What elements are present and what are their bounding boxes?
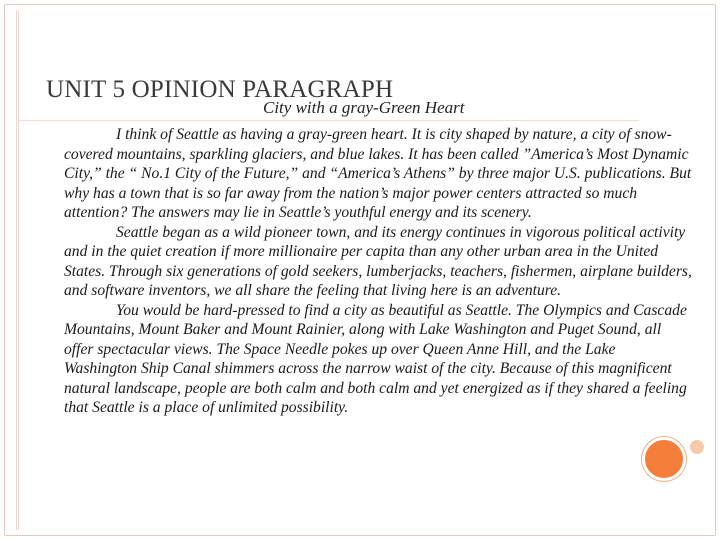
body-text	[64, 125, 692, 418]
small-circle-decoration	[690, 440, 704, 454]
paragraph-1: I think of Seattle as having a gray-green heart. It is city shaped by nature, a city of snow-covered mountains, sparkling glaciers, and blue lakes. It has been called ”America’s Most Dynamic City,” the “ No.1 City of the Future,” and “America’s Athens” by three major U.S. publications. But why has a town that is so far away from the nation’s major power centers attracted so much attention? The answers may lie in Seattle’s youthful energy and its scenery.	[64, 126, 692, 221]
paragraph-3: You would be hard-pressed to find a city as beautiful as Seattle. The Olympics and Cascade Mountains, Mount Baker and Mount Rainier, along with Lake Washington and Puget Sound, all offer spectacular views. The Space Needle pokes up over Queen Anne Hill, and the Lake Washington Ship Canal shimmers across the narrow waist of the city. Because of this magnificent natural landscape, people are both calm and both calm and yet energized as if they shared a feeling that Seattle is a place of unlimited possibility.	[64, 301, 687, 416]
slide-subtitle: City with a gray-Green Heart	[263, 98, 465, 117]
title-divider	[19, 120, 639, 121]
orange-circle-decoration	[642, 437, 686, 481]
slide-title: UNIT 5 OPINION PARAGRAPH	[46, 76, 394, 103]
side-rule-decoration	[16, 10, 19, 530]
paragraph-2: Seattle began as a wild pioneer town, and its energy continues in vigorous political activity and in the quiet creation if more millionaire per capita than any other urban area in the United States. Through six generations of gold seekers, lumberjacks, teachers, fishermen, airplane builders, and software inventors, we all share the feeling that living here is an adventure.	[64, 223, 692, 299]
